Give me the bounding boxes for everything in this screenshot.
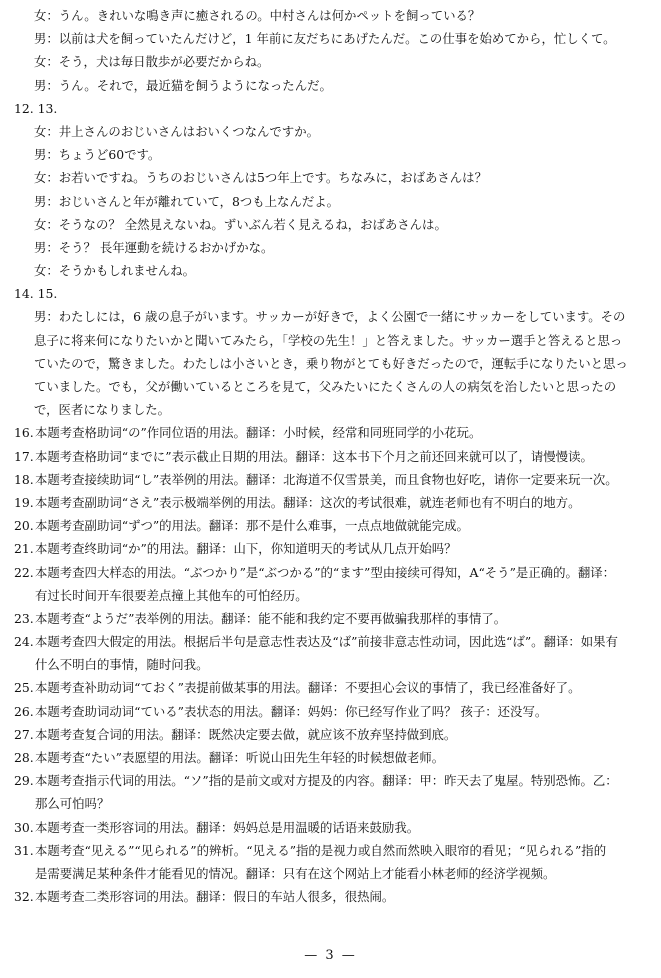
answer-item <box>14 700 647 723</box>
answer-item <box>14 630 647 676</box>
dialogue-line: 男：うん。それで，最近猫を飼うようになったんだ。 <box>34 77 332 93</box>
answer-item <box>14 421 647 444</box>
answer-line: 本题考查补助动词“ておく”表提前做某事的用法。翻译：不要担心会议的事情了，我已经准备好了。 <box>35 680 581 696</box>
dialogue-line: 女：井上さんのおじいさんはおいくつなんですか。 <box>34 123 319 139</box>
dialogue-14-15 <box>14 305 647 421</box>
answer-line: 本题考查助词动词“ている”表状态的用法。翻译：妈妈：你已经写作业了吗？ 孩子：还没写。 <box>35 703 548 719</box>
answer-text <box>35 816 647 839</box>
answer-text <box>35 839 647 885</box>
answer-text <box>35 537 647 560</box>
answer-number: 32. <box>14 889 34 905</box>
answer-item <box>14 816 647 839</box>
dialogue-line: 男：おじいさんと年が離れていて，8つも上なんだよ。 <box>34 193 340 209</box>
answer-item <box>14 746 647 769</box>
answer-item <box>14 468 647 491</box>
answer-text <box>35 676 647 699</box>
answer-number: 31. <box>14 842 34 858</box>
answer-item <box>14 445 647 468</box>
answer-line: 本题考查格助词“までに”表示截止日期的用法。翻译：这本书下个月之前还回来就可以了，请慢慢读。 <box>35 448 593 464</box>
answer-item <box>14 537 647 560</box>
answer-line: 是需要满足某种条件才能看见的情况。翻译：只有在这个网站上才能看小林老师的经济学视频。 <box>35 865 556 881</box>
answer-line: 本题考查接续助词“し”表举例的用法。翻译：北海道不仅雪景美，而且食物也好吃，请你一定要来玩一次。 <box>35 471 618 487</box>
answer-item <box>14 676 647 699</box>
answer-line: 本题考查副助词“ずつ”的用法。翻译：那不是什么难事，一点点地做就能完成。 <box>35 518 469 534</box>
answer-line: 本题考查指示代词的用法。“ソ”指的是前文或对方提及的内容。翻译：甲：昨天去了鬼屋。特别恐怖。乙： <box>35 773 618 789</box>
dialogue-line: 男：そう？ 長年運動を続けるおかげかな。 <box>34 239 274 255</box>
answer-text <box>35 468 647 491</box>
answer-number: 16. <box>14 425 34 441</box>
answer-text <box>35 491 647 514</box>
answer-number: 29. <box>14 773 34 789</box>
dialogue-top <box>14 4 647 97</box>
answer-line: 本题考查“见える”“见られる”的辨析。“见える”指的是视力或自然而然映入眼帘的看见；“见られる”指的 <box>35 842 607 858</box>
answer-line: 本题考查四大假定的用法。根据后半句是意志性表达及“ば”前接非意志性动词，因此选“ば”。翻译：如果有 <box>35 634 618 650</box>
answer-number: 28. <box>14 750 34 765</box>
answer-item <box>14 607 647 630</box>
answer-number: 25. <box>14 680 34 696</box>
answer-item <box>14 769 647 815</box>
dialogue-line: 息子に将来何になりたいかと聞いてみたら，「学校の先生！」と答えました。サッカー選手と答えると思っ <box>34 332 623 348</box>
answer-number: 24. <box>14 634 34 650</box>
dialogue-line: で，医者になりました。 <box>34 402 171 418</box>
answer-text <box>35 885 647 908</box>
answer-text <box>35 700 647 723</box>
answer-text <box>35 607 647 630</box>
dialogue-line: ていました。でも，父が働いているところを見て，父みたいにたくさんの人の病気を治したいと思ったの <box>34 379 617 394</box>
answer-line: 本题考查格助词“の”作同位语的用法。翻译：小时候，经常和同班同学的小花玩。 <box>35 425 482 441</box>
answer-text <box>35 769 647 815</box>
page-number: — 3 — <box>304 948 357 963</box>
dialogue-line: 女：うん。きれいな鳴き声に癒されるの。中村さんは何かペットを飼っている？ <box>34 8 481 23</box>
dialogue-line: 女：お若いですね。うちのおじいさんは5つ年上です。ちなみに，おばあさんは？ <box>34 170 487 186</box>
answer-number: 18. <box>14 471 34 487</box>
answer-text <box>35 445 647 468</box>
answer-item <box>14 514 647 537</box>
answer-number: 23. <box>14 610 34 626</box>
answer-number: 17. <box>14 448 34 464</box>
answer-list <box>14 421 647 908</box>
dialogue-line: 男：ちょうど60です。 <box>34 147 161 163</box>
dialogue-line: 女：そう，犬は毎日散歩が必要だからね。 <box>34 54 270 70</box>
answer-number: 26. <box>14 703 34 719</box>
answer-line: 本题考查二类形容词的用法。翻译：假日的车站人很多，很热闹。 <box>35 889 395 905</box>
dialogue-line: 女：そうなの？ 全然見えないね。ずいぶん若く見えるね，おばあさんは。 <box>34 216 447 232</box>
answer-line: 本题考查复合词的用法。翻译：既然决定要去做，就应该不放弃坚持做到底。 <box>35 726 457 742</box>
answer-line: 本题考查副助词“さえ”表示极端举例的用法。翻译：这次的考试很难，就连老师也有不明白的地方。 <box>35 494 581 510</box>
answer-line: 本题考查一类形容词的用法。翻译：妈妈总是用温暖的话语来鼓励我。 <box>35 819 420 835</box>
answer-item <box>14 839 647 885</box>
answer-line: 什么不明白的事情，随时问我。 <box>35 657 209 673</box>
answer-line: 本题考查“ようだ”表举例的用法。翻译：能不能和我约定不要再做骗我那样的事情了。 <box>35 610 507 626</box>
question-label-14-15: 14. 15. <box>14 286 58 302</box>
answer-text <box>35 630 647 676</box>
answer-line: 有过长时间开车很要差点撞上其他车的可怕经历。 <box>35 587 308 603</box>
answer-item <box>14 561 647 607</box>
answer-text <box>35 746 647 769</box>
answer-text <box>35 723 647 746</box>
answer-line: 本题考查四大样态的用法。“ぶつかり”是“ぶつかる”的“ます”型由接续可得知，A“そう”是正确的。翻译： <box>35 564 616 580</box>
dialogue-line: 男：わたしには，6 歳の息子がいます。サッカーが好きで，よく公園で一緒にサッカーをしています。その <box>34 309 626 325</box>
answer-text <box>35 561 647 607</box>
dialogue-line: ていたので，驚きました。わたしは小さいとき，乗り物がとても好きだったので，運転手になりたいと思っ <box>34 355 628 371</box>
answer-item <box>14 723 647 746</box>
answer-line: 本题考查“たい”表愿望的用法。翻译：听说山田先生年轻的时候想做老师。 <box>35 750 445 765</box>
dialogue-line: 女：そうかもしれませんね。 <box>34 263 196 279</box>
dialogue-line: 男：以前は犬を飼っていたんだけど，1 年前に友だちにあげたんだ。この仕事を始めてから，忙しくて。 <box>34 31 616 47</box>
answer-item <box>14 885 647 908</box>
answer-number: 22. <box>14 564 34 580</box>
answer-line: 那么可怕吗？ <box>35 796 110 812</box>
answer-number: 20. <box>14 518 34 534</box>
answer-line: 本题考查终助词“か”的用法。翻译：山下，你知道明天的考试从几点开始吗？ <box>35 541 457 557</box>
answer-number: 19. <box>14 494 34 510</box>
answer-number: 30. <box>14 819 34 835</box>
answer-number: 21. <box>14 541 34 557</box>
dialogue-12-13 <box>14 120 647 282</box>
answer-text <box>35 514 647 537</box>
answer-text <box>35 421 647 444</box>
answer-number: 27. <box>14 726 34 742</box>
question-label-12-13: 12. 13. <box>14 100 58 116</box>
answer-item <box>14 491 647 514</box>
